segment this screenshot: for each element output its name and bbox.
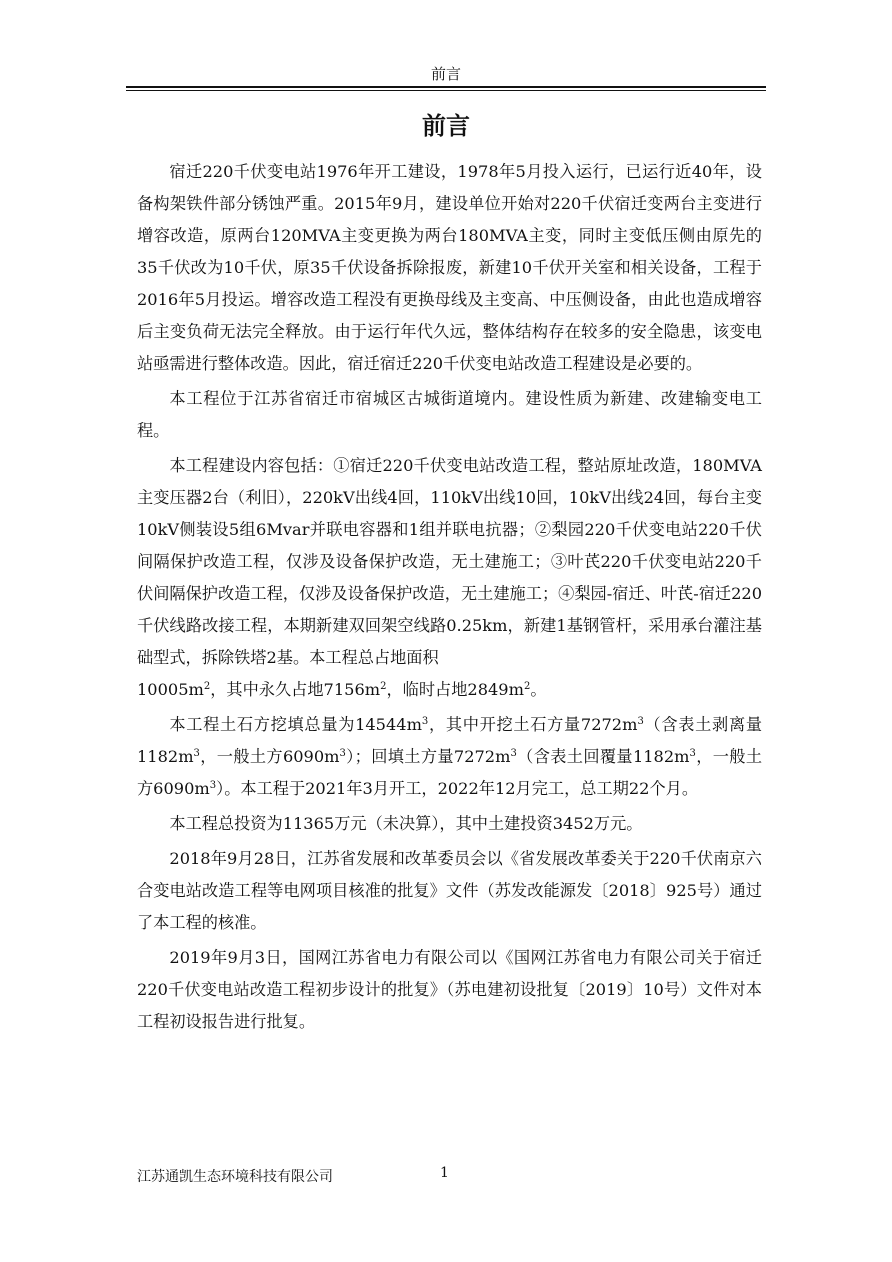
paragraph-land-area <box>137 674 762 706</box>
document-body <box>137 156 762 1041</box>
page-number: 1 <box>440 1165 449 1181</box>
earthwork-topsoil-strip: （含表土剥离量1182m <box>137 715 763 766</box>
area-total: 10005m <box>137 680 204 699</box>
superscript: 3 <box>339 748 346 759</box>
paragraph-approval: 2018年9月28日，江苏省发展和改革委员会以《省发展改革委关于220千伏南京六合变电站改造工程等电网项目核准的批复》文件（苏发改能源发〔2018〕925号）通过了本工程的核准。 <box>137 849 762 932</box>
superscript: 3 <box>193 748 200 759</box>
header-rule-thin <box>126 90 766 91</box>
earthwork-total: 本工程土石方挖填总量为14544m <box>169 715 422 734</box>
construction-content-text: 本工程建设内容包括：①宿迁220千伏变电站改造工程，整站原址改造，180MVA主变压器2台（利旧），220kV出线4回，110kV出线10回，10kV出线24回，每台主变10kV侧装设5组6Mvar并联电容器和1组并联电抗器；②梨园220千伏变电站220千伏间隔保护改造工程，仅涉及设备保护改造，无土建施工；③叶芪220千伏变电站220千伏间隔保护改造工程，仅涉及设备保护改造，无土建施工；④梨园-宿迁、叶芪-宿迁220千伏线路改接工程，本期新建双回架空线路0.25km，新建1基钢管杆，采用承台灌注基础型式，拆除铁塔2基。本工程总占地面积 <box>137 456 762 667</box>
running-header: 前言 <box>430 65 461 83</box>
paragraph-earthwork <box>137 709 762 805</box>
superscript: 3 <box>209 780 217 791</box>
superscript: 3 <box>421 716 429 727</box>
earthwork-backfill: ）；回填土方量7272m <box>345 747 511 766</box>
paragraph-background: 宿迁220千伏变电站1976年开工建设，1978年5月投入运行，已运行近40年，设备构架铁件部分锈蚀严重。2015年9月，建设单位开始对220千伏宿迁变两台主变进行增容改造，原两台120MVA主变更换为两台180MVA主变，同时主变低压侧由原先的35千伏改为10千伏，原35千伏设备拆除报废，新建10千伏开关室和相关设备，工程于2016年5月投运。增容改造工程没有更换母线及主变高、中压侧设备，由此也造成增容后主变负荷无法完全释放。由于运行年代久远，整体结构存在较多的安全隐患，该变电站亟需进行整体改造。因此，宿迁宿迁220千伏变电站改造工程建设是必要的。 <box>137 162 762 373</box>
superscript: 2 <box>203 681 211 692</box>
earthwork-topsoil-cover: （含表土回覆量1182m <box>516 747 690 766</box>
footer-company: 江苏通凯生态环境科技有限公司 <box>137 1169 333 1185</box>
superscript: 3 <box>637 716 644 727</box>
superscript: 3 <box>689 748 696 759</box>
earthwork-excavation: ，其中开挖土石方量7272m <box>428 715 638 734</box>
earthwork-general: ，一般土方6090m <box>199 747 340 766</box>
header-rule-thick <box>126 86 766 88</box>
superscript: 3 <box>510 748 517 759</box>
paragraph-design-approval: 2019年9月3日，国网江苏省电力有限公司以《国网江苏省电力有限公司关于宿迁220千伏变电站改造工程初步设计的批复》（苏电建初设批复〔2019〕10号）文件对本工程初设报告进行批复。 <box>137 948 762 1031</box>
page-title: 前言 <box>422 111 470 140</box>
earthwork-schedule: ）。本工程于2021年3月开工，2022年12月完工，总工期22个月。 <box>216 779 699 798</box>
paragraph-investment: 本工程总投资为11365万元（未决算），其中土建投资3452万元。 <box>169 814 643 833</box>
area-temporary: ，临时占地2849m <box>386 680 524 699</box>
area-permanent: ，其中永久占地7156m <box>210 680 381 699</box>
area-end: 。 <box>530 680 547 699</box>
paragraph-location: 本工程位于江苏省宿迁市宿城区古城街道境内。建设性质为新建、改建输变电工程。 <box>137 389 762 440</box>
paragraph-construction-content <box>137 450 762 674</box>
superscript: 2 <box>523 681 531 692</box>
superscript: 2 <box>380 681 387 692</box>
earthwork-general-2: ，一般土方6090m <box>137 747 763 798</box>
